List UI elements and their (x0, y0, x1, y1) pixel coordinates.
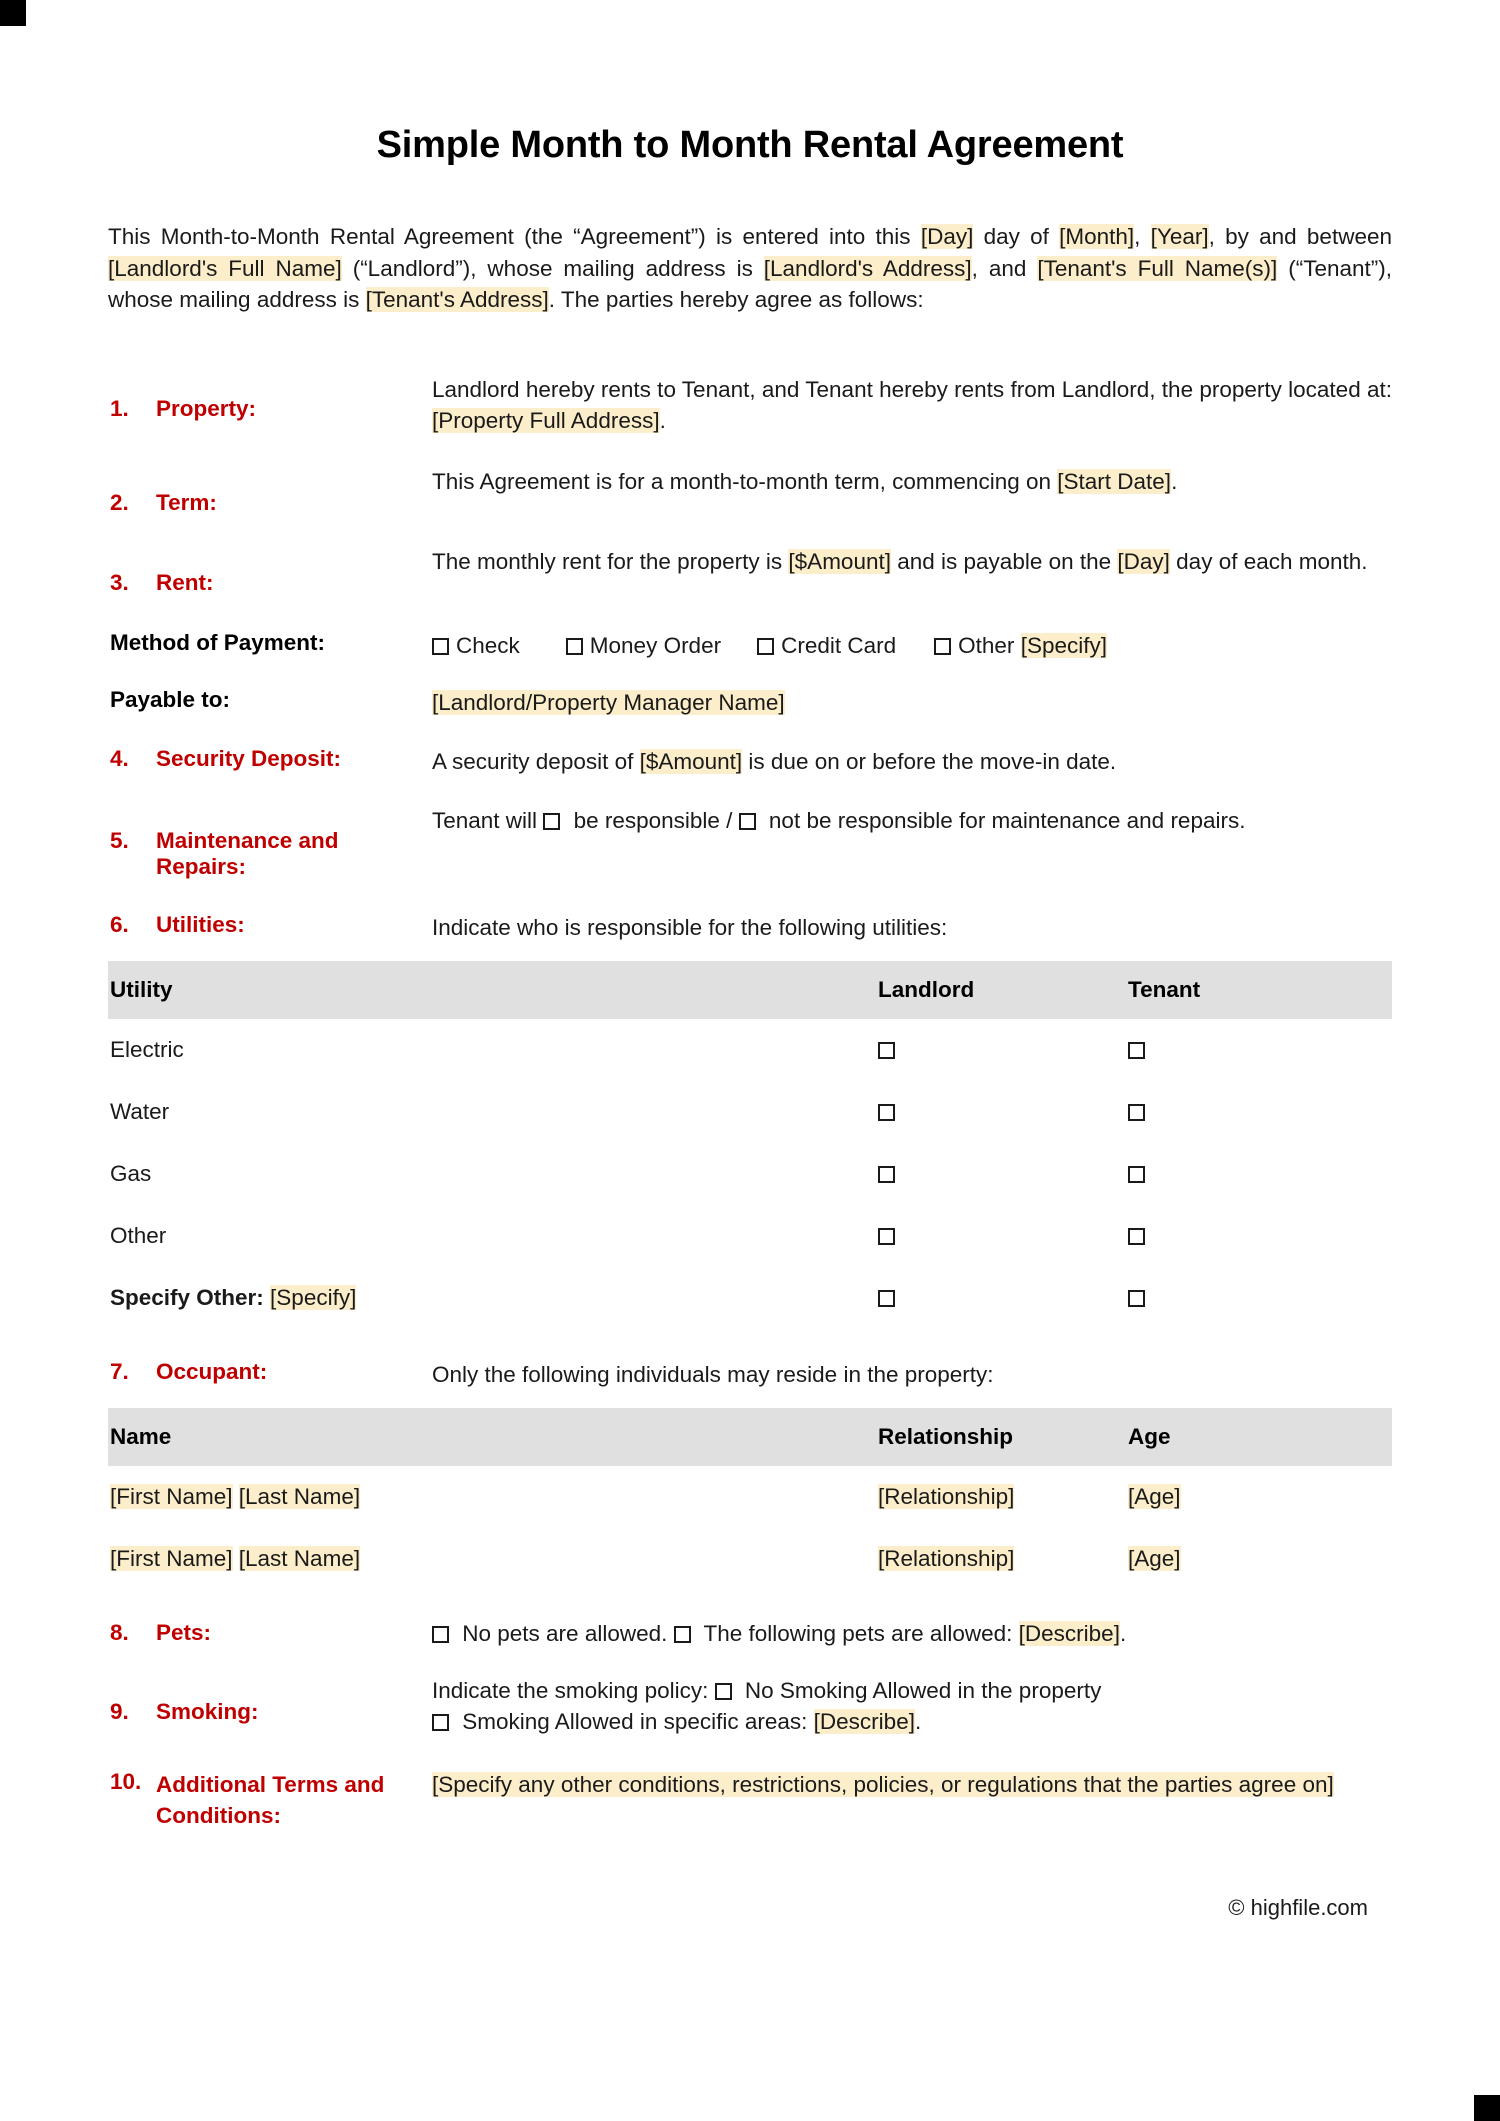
rent-day-placeholder: [Day] (1117, 548, 1170, 574)
deposit-amount-placeholder: [$Amount] (639, 748, 743, 774)
utilities-table-header-row (108, 961, 1392, 1019)
method-other-specify-placeholder: [Specify] (1020, 632, 1107, 658)
section-pets-number: 8. (110, 1619, 129, 1645)
intro-tenant-name-placeholder: [Tenant's Full Name(s)] (1037, 255, 1278, 281)
section-property-title: Property: (156, 395, 257, 421)
utility-specify-tenant-cell[interactable] (1128, 1267, 1392, 1329)
table-row (108, 1466, 1392, 1528)
checkbox-money-order-icon[interactable] (566, 638, 583, 655)
utility-specify-landlord-cell[interactable] (878, 1267, 1128, 1329)
section-term-number: 2. (110, 489, 129, 515)
intro-seg-7: (“Tenant”), whose mailing address is (108, 255, 1393, 312)
section-occupant-intro: Only the following individuals may reside in the property: (432, 1361, 994, 1387)
checkbox-check-icon[interactable] (432, 638, 449, 655)
utility-specify-other-label: Specify Other: (110, 1284, 271, 1310)
method-option-other[interactable] (934, 630, 1014, 661)
method-option-other-label: Other (958, 632, 1015, 658)
occupant-first-name-1: [First Name] (110, 1483, 233, 1509)
section-occupant-number: 7. (110, 1358, 129, 1384)
occupant-relationship-cell-2 (878, 1528, 1128, 1590)
section-maintenance-number: 5. (110, 827, 129, 853)
section-term-body (432, 466, 1392, 497)
method-option-credit-card[interactable] (757, 630, 896, 661)
document-content (108, 0, 1392, 1921)
section-smoking-label (108, 1675, 432, 1725)
section-method-of-payment (108, 630, 1392, 661)
utility-electric-landlord-cell[interactable] (878, 1019, 1128, 1081)
method-option-money-order[interactable] (566, 630, 721, 661)
table-row (108, 1143, 1392, 1205)
utility-gas-tenant-cell[interactable] (1128, 1143, 1392, 1205)
smoking-text-1: Indicate the smoking policy: (432, 1677, 715, 1703)
rent-text-2: and is payable on the (890, 548, 1118, 574)
intro-seg-8: . The parties hereby agree as follows: (548, 287, 924, 312)
section-rent-number: 3. (110, 569, 129, 595)
term-text-1: This Agreement is for a month-to-month term, commencing on (432, 468, 1058, 494)
occupant-age-cell-2 (1128, 1528, 1392, 1590)
intro-month-placeholder: [Month] (1059, 224, 1135, 249)
section-property-number: 1. (110, 395, 129, 421)
utility-gas-landlord-cell[interactable] (878, 1143, 1128, 1205)
utility-electric-tenant-cell[interactable] (1128, 1019, 1392, 1081)
payable-to-label (108, 687, 432, 713)
section-maintenance-title: Maintenance and Repairs: (156, 827, 339, 879)
section-smoking-number: 9. (110, 1698, 129, 1724)
occupant-table-header-row (108, 1408, 1392, 1466)
intro-year-placeholder: [Year] (1150, 224, 1209, 249)
section-property-label (108, 374, 432, 422)
section-smoking-title: Smoking: (156, 1698, 259, 1724)
occupant-table (108, 1408, 1392, 1590)
checkbox-other-tenant-icon[interactable] (1128, 1228, 1145, 1245)
method-option-check[interactable] (432, 630, 520, 661)
occupant-last-name-1: [Last Name] (238, 1483, 361, 1509)
property-text-1: Landlord hereby rents to Tenant, and Tenant hereby rents from Landlord, the property located at: (432, 376, 1392, 402)
utility-other-landlord-cell[interactable] (878, 1205, 1128, 1267)
maintenance-text-1: Tenant will (432, 807, 544, 833)
utilities-column-tenant: Tenant (1128, 961, 1392, 1019)
checkbox-no-pets-icon[interactable] (432, 1626, 449, 1643)
method-option-credit-card-label: Credit Card (781, 632, 897, 658)
intro-seg-4: , by and between (1208, 224, 1392, 249)
payable-to-placeholder: [Landlord/Property Manager Name] (432, 689, 785, 715)
intro-landlord-address-placeholder: [Landlord's Address] (763, 255, 972, 281)
utility-water-tenant-cell[interactable] (1128, 1081, 1392, 1143)
section-property-body (432, 374, 1392, 436)
smoking-opt-1: No Smoking Allowed in the property (738, 1677, 1102, 1703)
occupant-relationship-cell-1 (878, 1466, 1128, 1528)
checkbox-other-landlord-icon[interactable] (878, 1228, 895, 1245)
method-of-payment-title: Method of Payment: (110, 629, 326, 655)
intro-seg-3: , (1134, 224, 1151, 249)
section-utilities-intro: Indicate who is responsible for the following utilities: (432, 914, 948, 940)
additional-terms-line-2: Conditions: (156, 1803, 281, 1829)
table-row (108, 1081, 1392, 1143)
intro-tenant-address-placeholder: [Tenant's Address] (365, 287, 549, 312)
section-utilities-label (108, 912, 432, 938)
section-term-label (108, 466, 432, 516)
section-rent-body (432, 546, 1392, 577)
section-utilities (108, 912, 1392, 943)
property-address-placeholder: [Property Full Address] (432, 407, 660, 433)
occupant-column-relationship: Relationship (878, 1408, 1128, 1466)
rent-text-3: day of each month. (1169, 548, 1368, 574)
utilities-column-landlord: Landlord (878, 961, 1128, 1019)
pets-text-end: . (1119, 1620, 1127, 1646)
intro-paragraph (108, 221, 1392, 316)
table-row (108, 1267, 1392, 1329)
section-term (108, 466, 1392, 516)
section-security-deposit-title: Security Deposit: (156, 745, 342, 771)
checkbox-water-tenant-icon[interactable] (1128, 1104, 1145, 1121)
section-occupant-label (108, 1359, 432, 1385)
section-smoking-body (432, 1675, 1392, 1737)
section-additional-terms-label (108, 1769, 432, 1831)
section-maintenance-body (432, 805, 1392, 836)
occupant-age-cell-1 (1128, 1466, 1392, 1528)
occupant-relationship-2: [Relationship] (878, 1545, 1015, 1571)
section-property (108, 374, 1392, 436)
occupant-age-2: [Age] (1128, 1545, 1181, 1571)
occupant-relationship-1: [Relationship] (878, 1483, 1015, 1509)
table-row (108, 1205, 1392, 1267)
checkbox-gas-landlord-icon[interactable] (878, 1166, 895, 1183)
smoking-opt-2: Smoking Allowed in specific areas: (456, 1708, 814, 1734)
table-row (108, 1019, 1392, 1081)
method-option-money-order-label: Money Order (589, 632, 722, 658)
smoking-text-end: . (914, 1708, 922, 1734)
maintenance-opt-2: not be responsible for maintenance and repairs. (762, 807, 1246, 833)
occupant-first-name-2: [First Name] (110, 1545, 233, 1571)
utility-specify-other-placeholder: [Specify] (270, 1284, 357, 1310)
section-smoking (108, 1675, 1392, 1737)
checkbox-no-smoking-icon[interactable] (715, 1683, 732, 1700)
intro-seg-2: day of (973, 224, 1060, 249)
section-pets (108, 1618, 1392, 1649)
section-payable-to (108, 687, 1392, 718)
additional-terms-placeholder: [Specify any other conditions, restrictions, policies, or regulations that the parties agree on] (432, 1771, 1334, 1797)
checkbox-pets-allowed-icon[interactable] (674, 1626, 691, 1643)
rent-amount-placeholder: [$Amount] (788, 548, 891, 574)
section-additional-terms-title (156, 1769, 432, 1831)
section-maintenance-label (108, 805, 432, 880)
section-additional-terms-body (432, 1769, 1392, 1800)
term-start-date-placeholder: [Start Date] (1057, 468, 1172, 494)
utility-name-other: Other (110, 1222, 167, 1248)
intro-landlord-name-placeholder: [Landlord's Full Name] (108, 255, 342, 281)
term-text-2: . (1171, 468, 1178, 494)
deposit-text-1: A security deposit of (432, 748, 640, 774)
section-maintenance (108, 805, 1392, 880)
section-rent-title: Rent: (156, 569, 214, 595)
checkbox-other-icon[interactable] (934, 638, 951, 655)
section-additional-terms (108, 1769, 1392, 1831)
section-rent-label (108, 546, 432, 596)
occupant-age-1: [Age] (1128, 1483, 1181, 1509)
intro-seg-5: (“Landlord”), whose mailing address is (341, 255, 764, 281)
rent-text-1: The monthly rent for the property is (432, 548, 789, 574)
utilities-column-utility: Utility (108, 961, 878, 1019)
section-pets-body (432, 1618, 1392, 1649)
page-title: Simple Month to Month Rental Agreement (376, 124, 1124, 166)
section-utilities-title: Utilities: (156, 911, 245, 937)
checkbox-water-landlord-icon[interactable] (878, 1104, 895, 1121)
footer-copyright: © highfile.com (1228, 1895, 1368, 1921)
section-pets-label (108, 1618, 432, 1646)
occupant-last-name-2: [Last Name] (238, 1545, 361, 1571)
checkbox-electric-tenant-icon[interactable] (1128, 1042, 1145, 1059)
maintenance-opt-1: be responsible / (567, 807, 739, 833)
section-pets-title: Pets: (156, 1619, 212, 1645)
method-of-payment-options (432, 630, 1392, 661)
checkbox-specify-landlord-icon[interactable] (878, 1290, 895, 1307)
section-term-title: Term: (156, 489, 217, 515)
section-rent (108, 546, 1392, 596)
payable-to-title: Payable to: (110, 686, 231, 712)
occupant-name-cell-1 (108, 1466, 878, 1528)
utilities-table (108, 961, 1392, 1329)
section-security-deposit (108, 746, 1392, 777)
method-option-check-label: Check (456, 632, 520, 658)
checkbox-gas-tenant-icon[interactable] (1128, 1166, 1145, 1183)
checkbox-not-responsible-icon[interactable] (739, 813, 756, 830)
checkbox-electric-landlord-icon[interactable] (878, 1042, 895, 1059)
table-row (108, 1528, 1392, 1590)
checkbox-smoking-allowed-icon[interactable] (432, 1714, 449, 1731)
utility-specify-other-cell (108, 1267, 878, 1329)
utility-name-gas: Gas (110, 1160, 152, 1186)
checkbox-credit-card-icon[interactable] (757, 638, 774, 655)
checkbox-responsible-icon[interactable] (543, 813, 560, 830)
occupant-name-cell-2 (108, 1528, 878, 1590)
checkbox-specify-tenant-icon[interactable] (1128, 1290, 1145, 1307)
section-security-deposit-number: 4. (110, 745, 129, 771)
section-utilities-number: 6. (110, 911, 129, 937)
smoking-describe-placeholder: [Describe] (813, 1708, 915, 1734)
utility-name-electric: Electric (110, 1036, 184, 1062)
section-additional-terms-number: 10. (110, 1768, 142, 1794)
occupant-column-name: Name (108, 1408, 878, 1466)
occupant-column-age: Age (1128, 1408, 1392, 1466)
intro-seg-1: This Month-to-Month Rental Agreement (the “Agreement”) is entered into this (108, 224, 921, 249)
pets-opt-2: The following pets are allowed: (697, 1620, 1019, 1646)
intro-day-placeholder: [Day] (920, 224, 974, 249)
method-of-payment-label (108, 630, 432, 656)
section-occupant (108, 1359, 1392, 1390)
utility-water-landlord-cell[interactable] (878, 1081, 1128, 1143)
utility-name-water: Water (110, 1098, 170, 1124)
section-occupant-title: Occupant: (156, 1358, 268, 1384)
payable-to-body (432, 687, 1392, 718)
deposit-text-2: is due on or before the move-in date. (742, 748, 1117, 774)
pets-describe-placeholder: [Describe] (1018, 1620, 1120, 1646)
pets-opt-1: No pets are allowed. (456, 1620, 674, 1646)
additional-terms-line-1: Additional Terms and (156, 1771, 385, 1797)
section-security-deposit-label (108, 746, 432, 772)
utility-other-tenant-cell[interactable] (1128, 1205, 1392, 1267)
intro-seg-6: , and (971, 255, 1038, 281)
section-security-deposit-body (432, 746, 1392, 777)
property-text-2: . (659, 407, 666, 433)
